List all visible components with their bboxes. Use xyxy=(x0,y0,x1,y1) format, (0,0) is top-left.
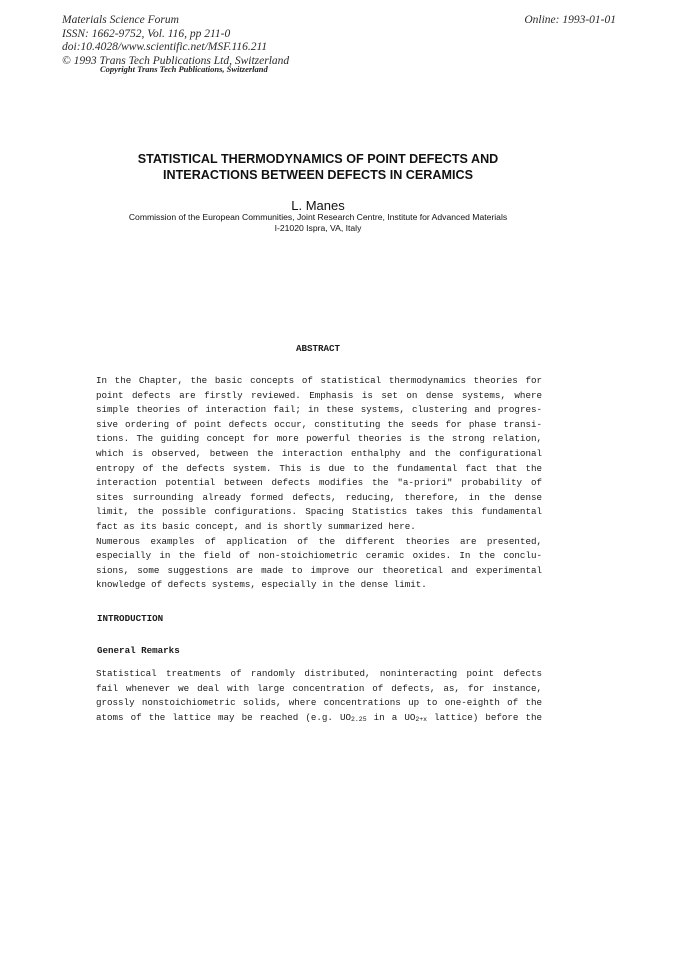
text-segment: lattice) before the xyxy=(427,711,542,723)
text-line: which is observed, between the interaction enthalphy and the configurational xyxy=(96,447,542,459)
journal-metadata xyxy=(62,14,289,68)
introduction-body xyxy=(96,667,542,725)
text-line-with-formula xyxy=(96,711,542,726)
affiliation xyxy=(0,212,636,234)
author-name: L. Manes xyxy=(291,198,345,213)
journal-name: Materials Science Forum xyxy=(62,14,179,26)
doi-link[interactable]: doi:10.4028/www.scientific.net/MSF.116.211 xyxy=(62,41,268,53)
text-line: sions, some suggestions are made to improve our theoretical and experimental xyxy=(96,564,542,576)
text-line: Statistical treatments of randomly distributed, noninteracting point defects xyxy=(96,668,542,679)
text-line: knowledge of defects systems, especially in the dense limit. xyxy=(96,579,427,591)
issn-line: ISSN: 1662-9752, Vol. 116, pp 211-0 xyxy=(62,27,231,40)
affiliation-line-2: I-21020 Ispra, VA, Italy xyxy=(274,223,362,233)
formula-subscript: 2+x xyxy=(415,715,428,723)
paper-title xyxy=(0,152,636,183)
title-line-1: STATISTICAL THERMODYNAMICS OF POINT DEFECTS AND xyxy=(137,152,499,166)
text-line: fail whenever we deal with large concentration of defects, as, for instance, xyxy=(96,682,542,694)
formula-subscript: 2.25 xyxy=(351,715,367,723)
text-line: sive ordering of point defects occur, constituting the seeds for phase transi- xyxy=(96,418,542,430)
text-line: tions. The guiding concept for more powerful theories is the strong relation, xyxy=(96,433,542,445)
online-date: Online: 1993-01-01 xyxy=(524,14,616,26)
text-line: Numerous examples of application of the different theories are presented, xyxy=(96,535,542,547)
text-line: grossly nonstoichiometric solids, where concentrations up to one-eighth of the xyxy=(96,697,542,709)
text-line: limit, the possible configurations. Spacing Statistics takes this fundamental xyxy=(96,506,542,518)
introduction-heading: INTRODUCTION xyxy=(97,613,164,624)
text-line: sites surrounding already formed defects, reducing, therefore, in the dense xyxy=(96,491,542,503)
text-line: In the Chapter, the basic concepts of statistical thermodynamics theories for xyxy=(96,375,542,386)
text-segment: atoms of the lattice may be reached (e.g. UO xyxy=(96,711,351,723)
affiliation-line-1: Commission of the European Communities, Joint Research Centre, Institute for Advanced Materials xyxy=(128,212,508,222)
abstract-body xyxy=(96,374,542,593)
text-line: simple theories of interaction fail; in these systems, clustering and progres- xyxy=(96,404,542,416)
text-line: interaction potential between defects modifies the "a-priori" probability of xyxy=(96,477,542,489)
text-line: point defects are firstly reviewed. Emphasis is set on dense systems, where xyxy=(96,389,542,401)
publisher-line: © 1993 Trans Tech Publications Ltd, Switzerland xyxy=(62,54,290,67)
text-line: fact as its basic concept, and is shortly summarized here. xyxy=(96,520,416,532)
abstract-heading: ABSTRACT xyxy=(295,343,341,354)
general-remarks-heading: General Remarks xyxy=(97,645,180,656)
copyright-stamp: Copyright Trans Tech Publications, Switzerland xyxy=(100,64,268,74)
text-segment: in a UO xyxy=(366,711,416,723)
title-line-2: INTERACTIONS BETWEEN DEFECTS IN CERAMICS xyxy=(163,167,473,182)
text-line: entropy of the defects system. This is due to the fundamental fact that the xyxy=(96,462,542,474)
text-line: especially in the field of non-stoichiometric ceramic oxides. In the conclu- xyxy=(96,550,542,562)
